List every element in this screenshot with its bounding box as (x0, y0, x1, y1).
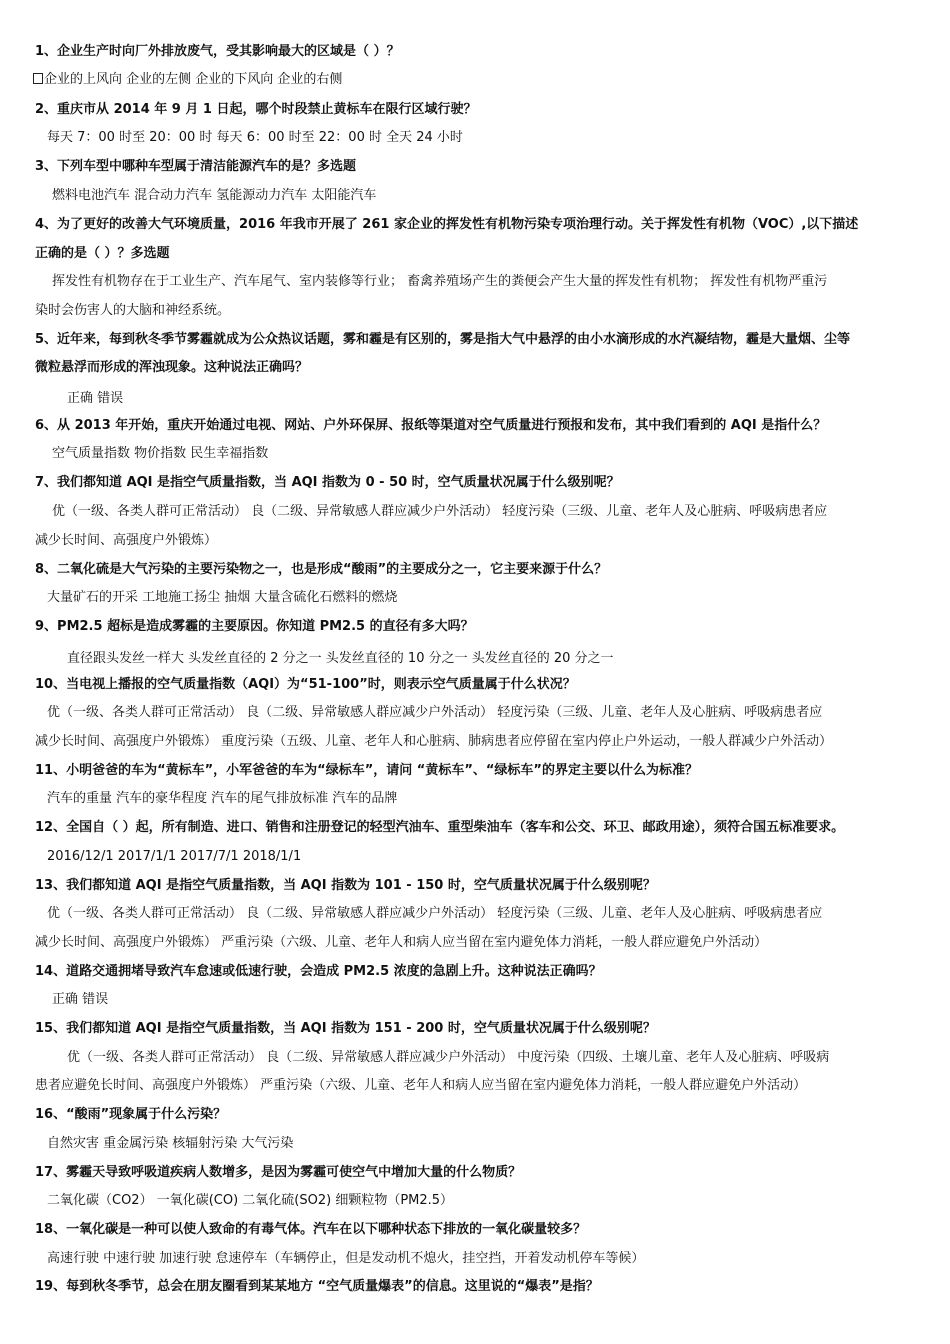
answer-options (47, 704, 940, 721)
answer-options (52, 503, 940, 520)
checkbox-icon[interactable] (33, 73, 43, 84)
answer-options (52, 445, 940, 462)
line-text: 挥发性有机物存在于工业生产、汽车尾气、室内装修等行业； 畜禽养殖场产生的粪便会产生大量的挥发性有机物； 挥发性有机物严重污 (52, 274, 828, 289)
question-text (35, 1221, 940, 1238)
answer-options (52, 187, 940, 204)
answer-options (35, 733, 940, 750)
line-text: 4、为了更好的改善大气环境质量，2016 年我市开展了 261 家企业的挥发性有机物污染专项治理行动。关于挥发性有机物（VOC）,以下描述 (35, 217, 859, 232)
line-text: 优（一级、各类人群可正常活动） 良（二级、异常敏感人群应减少户外活动） 中度污染（四级、土壤儿童、老年人及心脏病、呼吸病 (67, 1050, 830, 1065)
answer-options (47, 848, 940, 865)
line-text: 2、重庆市从 2014 年 9 月 1 日起，哪个时段禁止黄标车在限行区域行驶？ (35, 102, 477, 117)
line-text: 13、我们都知道 AQI 是指空气质量指数，当 AQI 指数为 101 - 150 时，空气质量状况属于什么级别呢？ (35, 878, 656, 893)
question-text (35, 1106, 940, 1123)
answer-options (47, 589, 940, 606)
answer-options (47, 129, 940, 146)
question-text (35, 158, 940, 175)
line-text: 11、小明爸爸的车为“黄标车”，小军爸爸的车为“绿标车”，请问 “黄标车”、“绿标车”的界定主要以什么为标准？ (35, 763, 698, 778)
line-text: 二氧化碳（CO2） 一氧化碳(CO) 二氧化硫(SO2) 细颗粒物（PM2.5） (47, 1193, 454, 1208)
answer-options (52, 273, 940, 290)
question-text (35, 1164, 940, 1181)
answer-options (35, 302, 940, 319)
line-text: 8、二氧化硫是大气污染的主要污染物之一，也是形成“酸雨”的主要成分之一，它主要来源于什么？ (35, 562, 608, 577)
answer-options (35, 532, 940, 549)
question-text (35, 877, 940, 894)
line-text: 自然灾害 重金属污染 核辐射污染 大气污染 (47, 1136, 294, 1151)
line-text: 每天 7：00 时至 20：00 时 每天 6：00 时至 22：00 时 全天 24 小时 (47, 130, 463, 145)
line-text: 患者应避免长时间、高强度户外锻炼） 严重污染（六级、儿童、老年人和病人应当留在室内避免体力消耗，一般人群应避免户外活动） (35, 1078, 807, 1093)
line-text: 15、我们都知道 AQI 是指空气质量指数，当 AQI 指数为 151 - 200 时，空气质量状况属于什么级别呢？ (35, 1021, 656, 1036)
line-text: 燃料电池汽车 混合动力汽车 氢能源动力汽车 太阳能汽车 (52, 188, 377, 203)
question-text (35, 417, 940, 434)
question-text (35, 216, 940, 233)
line-text: 微粒悬浮而形成的浑浊现象。这种说法正确吗？ (35, 360, 309, 375)
line-text: 9、PM2.5 超标是造成雾霾的主要原因。你知道 PM2.5 的直径有多大吗？ (35, 619, 474, 634)
question-text (35, 1020, 940, 1037)
answer-options (67, 390, 940, 407)
line-text: 18、一氧化碳是一种可以使人致命的有毒气体。汽车在以下哪种状态下排放的一氧化碳量较多？ (35, 1222, 587, 1237)
line-text: 染时会伤害人的大脑和神经系统。 (35, 303, 231, 318)
line-text: 6、从 2013 年开始，重庆开始通过电视、网站、户外环保屏、报纸等渠道对空气质量进行预报和发布，其中我们看到的 AQI 是指什么？ (35, 418, 827, 433)
question-text (35, 474, 940, 491)
answer-options (35, 1077, 940, 1094)
line-text: 10、当电视上播报的空气质量指数（AQI）为“51-100”时，则表示空气质量属于什么状况？ (35, 677, 576, 692)
line-text: 大量矿石的开采 工地施工扬尘 抽烟 大量含硫化石燃料的燃烧 (47, 590, 398, 605)
line-text: 减少长时间、高强度户外锻炼） 重度污染（五级、儿童、老年人和心脏病、肺病患者应停留在室内停止户外运动，一般人群减少户外活动） (35, 734, 833, 749)
question-text (35, 618, 940, 635)
line-text: 正确 错误 (67, 391, 124, 406)
line-text: 减少长时间、高强度户外锻炼） (35, 533, 218, 548)
line-text: 12、全国自（ ）起，所有制造、进口、销售和注册登记的轻型汽油车、重型柴油车（客车和公交、环卫、邮政用途），须符合国五标准要求。 (35, 820, 845, 835)
line-text: 正确的是（ ）？多选题 (35, 246, 170, 261)
question-text (35, 245, 940, 262)
line-text: 7、我们都知道 AQI 是指空气质量指数，当 AQI 指数为 0 - 50 时，空气质量状况属于什么级别呢？ (35, 475, 620, 490)
answer-options (47, 1192, 940, 1209)
line-text: 2016/12/1 2017/1/1 2017/7/1 2018/1/1 (47, 849, 302, 864)
line-text: 3、下列车型中哪种车型属于清洁能源汽车的是？多选题 (35, 159, 357, 174)
line-text: 高速行驶 中速行驶 加速行驶 怠速停车（车辆停止，但是发动机不熄火，挂空挡，开着发动机停车等候） (47, 1251, 645, 1266)
answer-options (67, 650, 940, 667)
line-text: 19、每到秋冬季节，总会在朋友圈看到某某地方 “空气质量爆表”的信息。这里说的“爆表”是指？ (35, 1279, 599, 1294)
line-text: 企业的上风向 企业的左侧 企业的下风向 企业的右侧 (44, 72, 343, 87)
question-text (35, 676, 940, 693)
line-text: 汽车的重量 汽车的豪华程度 汽车的尾气排放标准 汽车的品牌 (47, 791, 398, 806)
line-text: 优（一级、各类人群可正常活动） 良（二级、异常敏感人群应减少户外活动） 轻度污染（三级、儿童、老年人及心脏病、呼吸病患者应 (52, 504, 828, 519)
answer-options (47, 905, 940, 922)
line-text: 优（一级、各类人群可正常活动） 良（二级、异常敏感人群应减少户外活动） 轻度污染（三级、儿童、老年人及心脏病、呼吸病患者应 (47, 906, 823, 921)
question-text (35, 561, 940, 578)
line-text: 空气质量指数 物价指数 民生幸福指数 (52, 446, 269, 461)
answer-options (47, 1250, 940, 1267)
question-text (35, 331, 940, 348)
question-text (35, 101, 940, 118)
line-text: 优（一级、各类人群可正常活动） 良（二级、异常敏感人群应减少户外活动） 轻度污染（三级、儿童、老年人及心脏病、呼吸病患者应 (47, 705, 823, 720)
answer-options (67, 1049, 940, 1066)
question-text (35, 1278, 940, 1295)
answer-options (47, 790, 940, 807)
question-text (35, 762, 940, 779)
answer-options (35, 934, 940, 951)
answer-options (47, 1135, 940, 1152)
line-text: 直径跟头发丝一样大 头发丝直径的 2 分之一 头发丝直径的 10 分之一 头发丝直径的 20 分之一 (67, 651, 614, 666)
line-text: 16、“酸雨”现象属于什么污染？ (35, 1107, 227, 1122)
question-text (35, 359, 940, 376)
line-text: 14、道路交通拥堵导致汽车怠速或低速行驶，会造成 PM2.5 浓度的急剧上升。这种说法正确吗？ (35, 964, 602, 979)
question-text (35, 43, 940, 60)
answer-options (52, 991, 940, 1008)
question-text (35, 819, 940, 836)
line-text: 减少长时间、高强度户外锻炼） 严重污染（六级、儿童、老年人和病人应当留在室内避免体力消耗，一般人群应避免户外活动） (35, 935, 768, 950)
answer-options (33, 71, 940, 88)
line-text: 正确 错误 (52, 992, 109, 1007)
line-text: 5、近年来，每到秋冬季节雾霾就成为公众热议话题，雾和霾是有区别的，雾是指大气中悬浮的由小水滴形成的水汽凝结物，霾是大量烟、尘等 (35, 332, 851, 347)
line-text: 17、雾霾天导致呼吸道疾病人数增多，是因为雾霾可使空气中增加大量的什么物质？ (35, 1165, 522, 1180)
line-text: 1、企业生产时向厂外排放废气，受其影响最大的区域是（ ）？ (35, 44, 400, 59)
question-text (35, 963, 940, 980)
